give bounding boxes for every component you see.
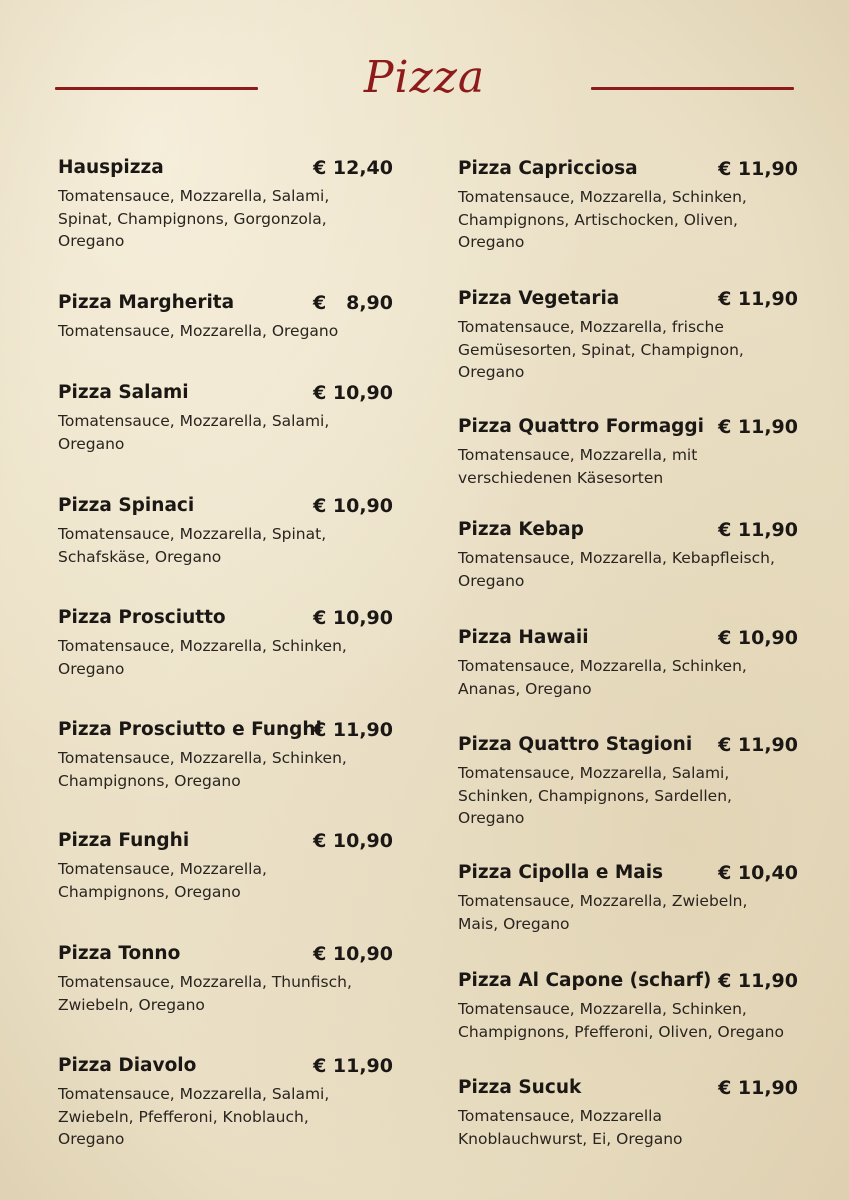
menu-item: [458, 519, 798, 592]
description-line: Oregano: [458, 809, 525, 827]
item-price: € 11,90: [313, 1055, 393, 1077]
item-description: [58, 185, 393, 253]
item-name: Pizza Capricciosa: [458, 158, 638, 179]
description-line: Champignons, Oregano: [58, 771, 241, 790]
item-price: € 10,90: [313, 830, 393, 852]
item-description: [58, 320, 393, 343]
description-line: Tomatensauce, Mozzarella, Salami,: [58, 1085, 330, 1103]
item-price: € 10,90: [313, 943, 393, 965]
menu-item: [458, 970, 798, 1043]
item-price: € 11,90: [718, 970, 798, 992]
item-price: € 8,90: [313, 292, 393, 314]
menu-item: [458, 158, 798, 254]
description-line: Schafskäse, Oregano: [58, 547, 222, 566]
description-line: Zwiebeln, Pfefferoni, Knoblauch,: [58, 1107, 309, 1126]
item-description: [58, 1083, 393, 1151]
item-description: [58, 747, 393, 792]
item-name: Pizza Hawaii: [458, 627, 589, 648]
item-name: Pizza Quattro Stagioni: [458, 734, 693, 755]
menu-item: [458, 862, 798, 935]
item-name: Pizza Vegetaria: [458, 288, 620, 309]
menu-item: [458, 734, 798, 830]
item-name: Pizza Funghi: [58, 830, 190, 851]
item-price: € 11,90: [718, 288, 798, 310]
item-description: [458, 1105, 798, 1150]
item-description: [458, 762, 798, 830]
item-description: [458, 655, 798, 700]
description-line: Oregano: [58, 434, 125, 453]
menu-item: [58, 943, 393, 1016]
menu-item: [458, 288, 798, 384]
item-price: € 12,40: [313, 157, 393, 179]
item-name: Pizza Salami: [58, 382, 189, 403]
item-price: € 10,40: [718, 862, 798, 884]
item-name: Pizza Diavolo: [58, 1055, 197, 1076]
right-divider: [591, 87, 794, 90]
item-description: [458, 890, 798, 935]
description-line: Tomatensauce, Mozzarella, Schinken,: [458, 188, 747, 206]
item-description: [58, 858, 393, 903]
item-name: Pizza Prosciutto: [58, 607, 226, 628]
item-description: [58, 410, 393, 455]
menu-item: [58, 719, 393, 792]
menu-item: [458, 416, 798, 489]
menu-item: [58, 607, 393, 680]
description-line: Tomatensauce, Mozzarella, Schinken,: [58, 749, 347, 767]
item-description: [58, 523, 393, 568]
item-price: € 10,90: [313, 382, 393, 404]
description-line: Tomatensauce, Mozzarella, frische: [458, 318, 724, 336]
description-line: Tomatensauce, Mozzarella, Spinat,: [58, 525, 327, 543]
description-line: Tomatensauce, Mozzarella, Zwiebeln,: [458, 892, 748, 910]
item-name: Pizza Tonno: [58, 943, 181, 964]
item-name: Pizza Kebap: [458, 519, 584, 540]
item-name: Hauspizza: [58, 157, 164, 178]
menu-item: [58, 157, 393, 253]
description-line: Oregano: [458, 571, 525, 590]
description-line: Tomatensauce, Mozzarella, Thunfisch,: [58, 973, 352, 991]
menu-item: [458, 1077, 798, 1150]
description-line: Gemüsesorten, Spinat, Champignon,: [458, 340, 744, 359]
description-line: Tomatensauce, Mozzarella, Schinken,: [458, 657, 747, 675]
item-price: € 10,90: [718, 627, 798, 649]
description-line: Mais, Oregano: [458, 914, 570, 933]
description-line: Tomatensauce, Mozzarella,: [58, 860, 267, 878]
item-name: Pizza Margherita: [58, 292, 235, 313]
description-line: Knoblauchwurst, Ei, Oregano: [458, 1129, 683, 1148]
item-price: € 11,90: [718, 158, 798, 180]
item-name: Pizza Spinaci: [58, 495, 195, 516]
item-price: € 11,90: [718, 416, 798, 438]
item-name: Pizza Prosciutto e Funghi: [58, 719, 322, 740]
item-description: [58, 971, 393, 1016]
description-line: Tomatensauce, Mozzarella, mit: [458, 446, 698, 464]
item-price: € 11,90: [313, 719, 393, 741]
description-line: Spinat, Champignons, Gorgonzola,: [58, 209, 327, 228]
menu-item: [58, 382, 393, 455]
description-line: Zwiebeln, Oregano: [58, 995, 205, 1014]
item-price: € 11,90: [718, 734, 798, 756]
description-line: Tomatensauce, Mozzarella, Schinken,: [458, 1000, 747, 1018]
item-name: Pizza Al Capone (scharf): [458, 970, 712, 991]
item-name: Pizza Quattro Formaggi: [458, 416, 705, 437]
description-line: Tomatensauce, Mozzarella, Salami,: [58, 187, 330, 205]
description-line: Oregano: [58, 659, 125, 678]
description-line: Tomatensauce, Mozzarella, Kebapfleisch,: [458, 549, 775, 567]
description-line: Tomatensauce, Mozzarella, Oregano: [58, 322, 339, 340]
description-line: Tomatensauce, Mozzarella: [458, 1107, 662, 1125]
description-line: verschiedenen Käsesorten: [458, 468, 664, 487]
description-line: Champignons, Oregano: [58, 882, 241, 901]
item-name: Pizza Sucuk: [458, 1077, 582, 1098]
item-description: [458, 186, 798, 254]
item-price: € 11,90: [718, 1077, 798, 1099]
description-line: Tomatensauce, Mozzarella, Salami,: [458, 764, 730, 782]
description-line: Champignons, Pfefferoni, Oliven, Oregano: [458, 1022, 784, 1041]
description-line: Oregano: [58, 232, 125, 250]
menu-item: [58, 1055, 393, 1151]
menu-item: [58, 830, 393, 903]
left-divider: [55, 87, 258, 90]
description-line: Schinken, Champignons, Sardellen,: [458, 786, 732, 805]
description-line: Oregano: [458, 233, 525, 251]
description-line: Tomatensauce, Mozzarella, Salami,: [58, 412, 330, 430]
menu-item: [458, 627, 798, 700]
item-price: € 11,90: [718, 519, 798, 541]
item-name: Pizza Cipolla e Mais: [458, 862, 664, 883]
item-description: [458, 444, 798, 489]
item-description: [458, 316, 798, 384]
item-price: € 10,90: [313, 495, 393, 517]
page-title: Pizza: [363, 52, 486, 103]
title-row: [0, 52, 849, 122]
menu-item: [58, 292, 393, 343]
item-description: [458, 547, 798, 592]
description-line: Ananas, Oregano: [458, 679, 592, 698]
item-description: [458, 998, 798, 1043]
description-line: Tomatensauce, Mozzarella, Schinken,: [58, 637, 347, 655]
description-line: Champignons, Artischocken, Oliven,: [458, 210, 738, 229]
menu-item: [58, 495, 393, 568]
item-description: [58, 635, 393, 680]
description-line: Oregano: [458, 363, 525, 381]
description-line: Oregano: [58, 1130, 125, 1148]
item-price: € 10,90: [313, 607, 393, 629]
